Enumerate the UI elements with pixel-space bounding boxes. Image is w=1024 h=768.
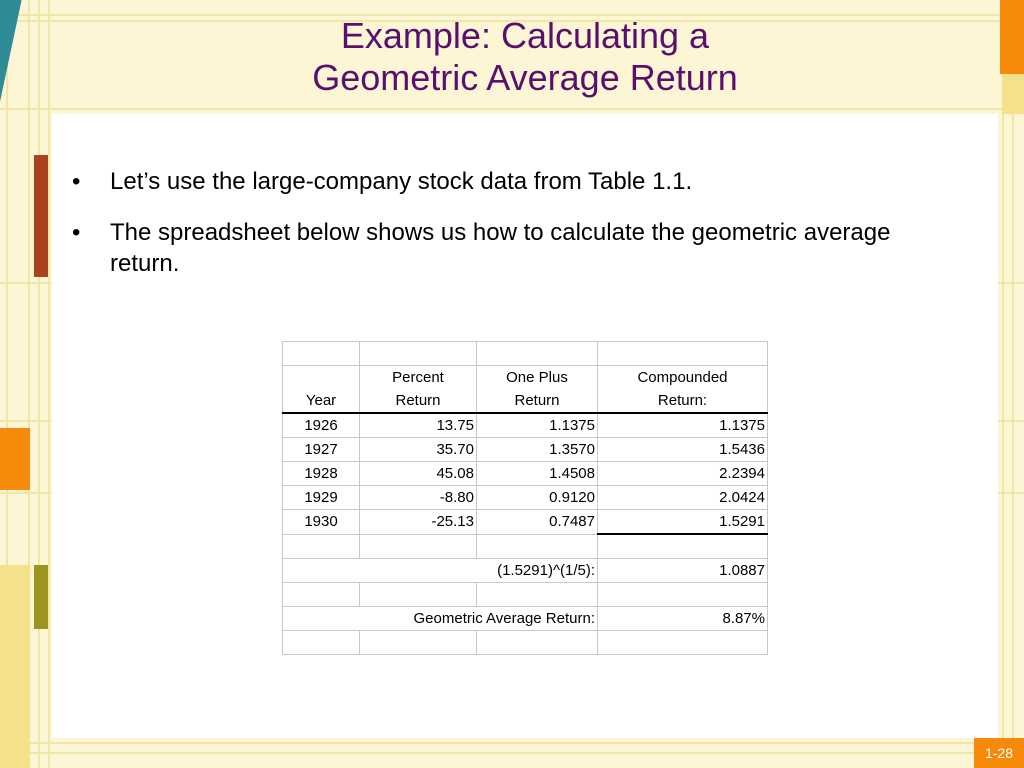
table-cell: [360, 342, 477, 366]
compounded-return-cell: 2.2394: [598, 462, 768, 486]
bullet-text: The spreadsheet below shows us how to calculate the geometric average return.: [110, 219, 891, 277]
table-cell: [598, 534, 768, 559]
percent-return-cell: 45.08: [360, 462, 477, 486]
title-line-1: Example: Calculating a: [340, 14, 710, 56]
olive-accent-block: [34, 565, 48, 629]
table-row: [283, 510, 768, 535]
table-cell: [283, 342, 360, 366]
decor-line: [38, 0, 40, 768]
table-cell: [477, 534, 598, 559]
table-cell: [477, 342, 598, 366]
slide-number-badge: 1-28: [974, 738, 1024, 768]
decor-line: [0, 752, 1024, 754]
orange-corner-block: [1000, 0, 1024, 74]
year-cell: 1929: [283, 486, 360, 510]
slide-title: [52, 0, 998, 113]
bullet-marker: •: [72, 219, 81, 246]
orange-accent-block: [0, 428, 30, 490]
bullet-list: [70, 166, 950, 299]
one-plus-return-cell: 0.9120: [477, 486, 598, 510]
decor-line: [1002, 0, 1004, 768]
bullet-marker: •: [72, 168, 81, 195]
header-cell: Return:: [598, 389, 768, 413]
one-plus-return-cell: 0.7487: [477, 510, 598, 535]
year-cell: 1926: [283, 413, 360, 438]
table-cell: [598, 631, 768, 655]
table-cell: [598, 583, 768, 607]
yellow-accent-block: [0, 565, 30, 768]
table-row: [283, 462, 768, 486]
one-plus-return-cell: 1.4508: [477, 462, 598, 486]
bullet-item: [70, 217, 950, 279]
formula-label: (1.5291)^(1/5):: [283, 559, 598, 583]
formula-value: 1.0887: [598, 559, 768, 583]
table-row-blank: [283, 342, 768, 366]
geometric-average-value: 8.87%: [598, 607, 768, 631]
table-header-row: [283, 389, 768, 413]
table-row-blank: [283, 534, 768, 559]
percent-return-cell: 35.70: [360, 438, 477, 462]
table-cell: [360, 583, 477, 607]
percent-return-cell: 13.75: [360, 413, 477, 438]
table-row: [283, 486, 768, 510]
header-cell: Return: [477, 389, 598, 413]
header-cell: Year: [283, 389, 360, 413]
spreadsheet-table: [282, 341, 768, 655]
header-cell: Return: [360, 389, 477, 413]
header-cell: [283, 366, 360, 390]
table-cell: [477, 631, 598, 655]
one-plus-return-cell: 1.1375: [477, 413, 598, 438]
year-cell: 1927: [283, 438, 360, 462]
yellow-corner-block: [1002, 74, 1024, 114]
decor-line: [48, 0, 50, 768]
table-cell: [283, 583, 360, 607]
year-cell: 1928: [283, 462, 360, 486]
header-cell: Percent: [360, 366, 477, 390]
geometric-average-row: [283, 607, 768, 631]
table-cell: [283, 534, 360, 559]
compounded-return-cell: 1.5291: [598, 510, 768, 535]
table-cell: [283, 631, 360, 655]
compounded-return-cell: 2.0424: [598, 486, 768, 510]
geometric-average-label: Geometric Average Return:: [283, 607, 598, 631]
bullet-text: Let’s use the large-company stock data from Table 1.1.: [110, 168, 693, 195]
percent-return-cell: -25.13: [360, 510, 477, 535]
compounded-return-cell: 1.5436: [598, 438, 768, 462]
table-row: [283, 413, 768, 438]
table-header-row: [283, 366, 768, 390]
rust-accent-block: [34, 155, 48, 277]
table-cell: [360, 534, 477, 559]
bullet-item: [70, 166, 950, 197]
table-row: [283, 438, 768, 462]
decor-line: [0, 742, 1024, 744]
table-cell: [598, 342, 768, 366]
title-line-2: Geometric Average Return: [312, 56, 738, 98]
decor-line: [1012, 0, 1014, 768]
header-cell: Compounded: [598, 366, 768, 390]
year-cell: 1930: [283, 510, 360, 535]
table-row-blank: [283, 583, 768, 607]
header-cell: One Plus: [477, 366, 598, 390]
table-cell: [477, 583, 598, 607]
table-row-blank: [283, 631, 768, 655]
table-cell: [360, 631, 477, 655]
teal-accent-shape: [0, 0, 28, 170]
compounded-return-cell: 1.1375: [598, 413, 768, 438]
percent-return-cell: -8.80: [360, 486, 477, 510]
formula-row: [283, 559, 768, 583]
one-plus-return-cell: 1.3570: [477, 438, 598, 462]
content-panel: [52, 114, 998, 738]
